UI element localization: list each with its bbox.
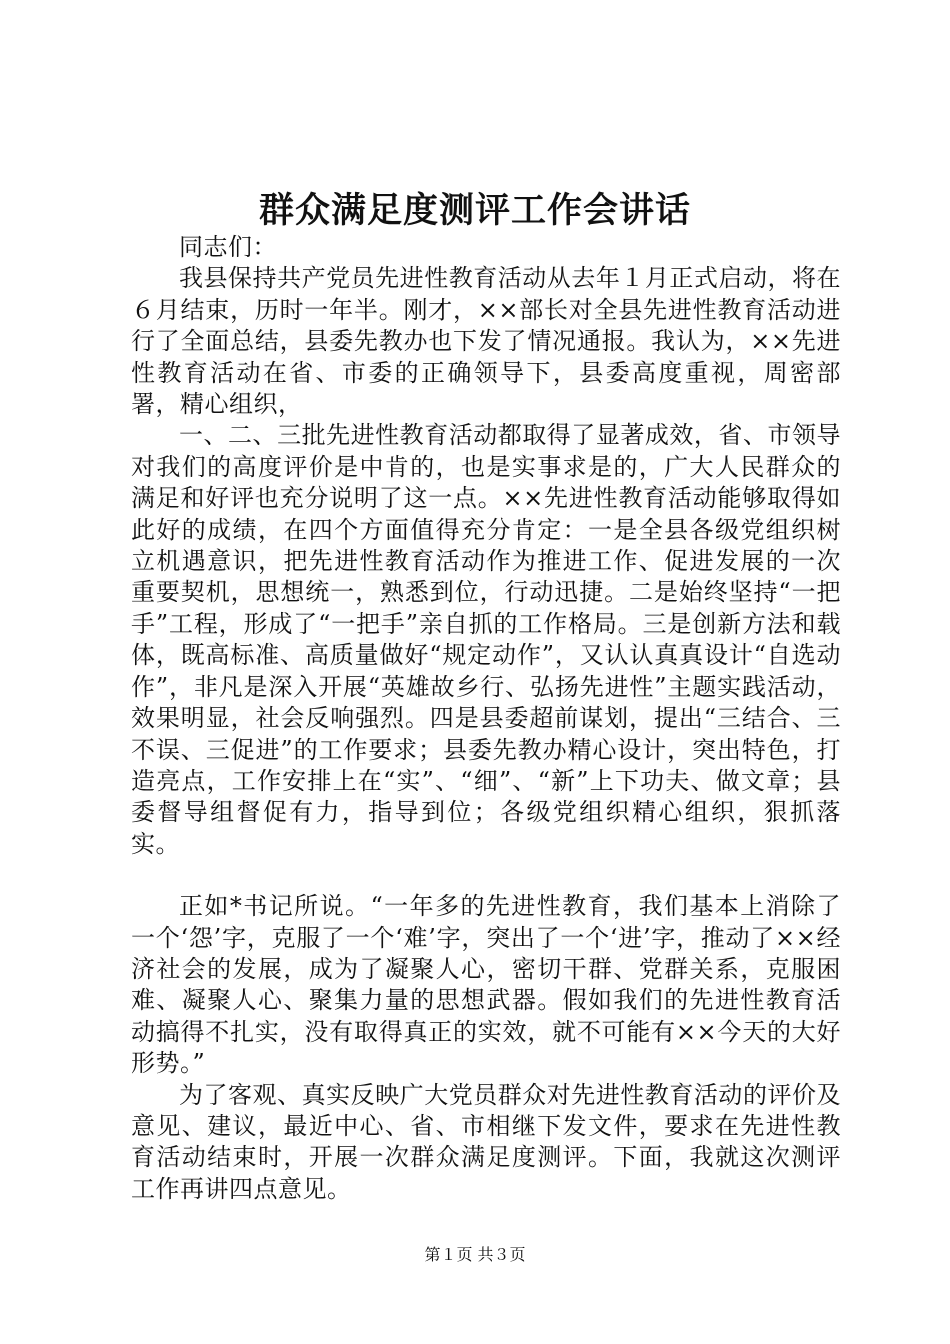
- salutation-paragraph: 同志们：: [179, 233, 277, 261]
- body-paragraph: 为了客观、真实反映广大党员群众对先进性教育活动的评价及意见、建议，最近中心、省、市相继下发文件，要求在先进性教育活动结束时，开展一次群众满足度测评。下面，我就这次测评工作再讲四点意见。: [131, 1080, 841, 1203]
- document-title: 群众满足度测评工作会讲话: [258, 190, 691, 231]
- body-paragraph: 我县保持共产党员先进性教育活动从去年１月正式启动，将在６月结束，历时一年半。刚才，××部长对全县先进性教育活动进行了全面总结，县委先教办也下发了情况通报。我认为，××先进性教育活动在省、市委的正确领导下，县委高度重视，周密部署，精心组织，: [131, 264, 841, 419]
- page-number-footer: 第１页 共３页: [424, 1245, 526, 1264]
- body-paragraph: 一、二、三批先进性教育活动都取得了显著成效，省、市领导对我们的高度评价是中肯的，也是实事求是的，广大人民群众的满足和好评也充分说明了这一点。××先进性教育活动能够取得如此好的成绩，在四个方面值得充分肯定：一是全县各级党组织树立机遇意识，把先进性教育活动作为推进工作、促进发展的一次重要契机，思想统一，熟悉到位，行动迅捷。二是始终坚持“一把手”工程，形成了“一把手”亲自抓的工作格局。三是创新方法和载体，既高标准、高质量做好“规定动作”，又认认真真设计“自选动作”，非凡是深入开展“英雄故乡行、弘扬先进性”主题实践活动，效果明显，社会反响强烈。四是县委超前谋划，提出“三结合、三不误、三促进”的工作要求；县委先教办精心设计，突出特色，打造亮点，工作安排上在“实”、“细”、“新”上下功夫、做文章；县委督导组督促有力，指导到位；各级党组织精心组织，狠抓落实。: [131, 421, 841, 858]
- document-body: [131, 232, 841, 1205]
- body-paragraph: 正如*书记所说。“一年多的先进性教育，我们基本上消除了一个‘怨’字，克服了一个‘难’字，突出了一个‘进’字，推动了××经济社会的发展，成为了凝聚人心，密切干群、党群关系，克服困难、凝聚人心、聚集力量的思想武器。假如我们的先进性教育活动搞得不扎实，没有取得真正的实效，就不可能有××今天的大好形势。”: [131, 892, 841, 1078]
